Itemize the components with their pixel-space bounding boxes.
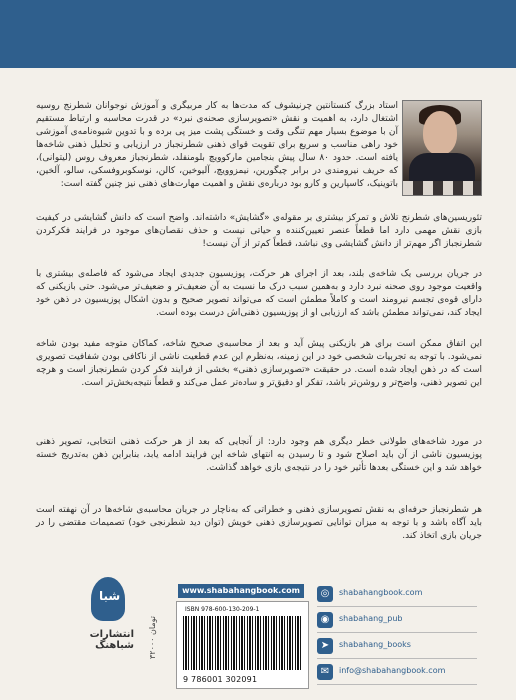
paragraph-1: استاد بزرگ کنستانتین چرنیشوف که مدت‌ها به کار مربیگری و آموزش نوجوانان شطرنج روسیه اشتغال دارد، به اهمیت و نقش «تصویرسازی صحنه‌ی نبرد» در قدرت محاسبه و ارتباط مستقیم آن با موضوع بسیار مهم تنگی وقت و خستگی پشت میز پی برده و با تدوین شیوه‌نامه‌ی آموزشی خود راهی مناسب و سریع برای تقویت قوای ذهنی شطرنجباز در ارزیابی و تحلیل ذهنی شاخه‌ها یافته است. حدود ۸۰ سال پیش بنجامین مارکوویچ بلومنفلد، شطرنجباز معروف روس (لیتوانی)، که حریف نیرومندی در برابر چیگورین، نیمزوویچ، آلیوخین، کالن، نوسکوبروفسکی، سالو، آلخین، باتوینیک، کاسپارین و کارو بود درباره‌ی نقش و اهمیت مهارت‌های ذهنی نیز چنین گفته است: xyxy=(36,101,398,189)
website-url[interactable]: www.shabahangbook.com xyxy=(178,584,304,598)
author-photo xyxy=(402,100,482,196)
face-shape xyxy=(423,111,457,155)
publisher-name: انتشارات شباهنگ xyxy=(89,629,134,651)
publisher-logo-icon xyxy=(91,577,125,621)
social-links xyxy=(317,584,477,688)
isbn-barcode xyxy=(176,601,309,689)
email-text: info@shabahangbook.com xyxy=(339,666,446,675)
paragraph-4: این اتفاق ممکن است برای هر بازیکنی پیش آید و بعد از محاسبه‌ی صحیح شاخه، کماکان متوجه مفید بودن شاخه نمی‌شود. با توجه به تجربیات شخصی خود در این زمینه، به‌نظرم این عدم قطعیت ناشی از ناکافی بودن شفافیت تصویری است که در ذهن ایجاد شده است. در حقیقت «تصویرسازی ذهنی» بخشی از فرایند فکر کردن شطرنجباز است و هرچه این تصویر ذهنی، واضح‌تر و روشن‌تر باشد، تفکر او دقیق‌تر و ساده‌تر عمل می‌کند و قطعاً نتیجه‌بخش‌تر است. xyxy=(36,339,482,388)
paragraph-5: در مورد شاخه‌های طولانی خطر دیگری هم وجود دارد: از آنجایی که بعد از هر حرکت ذهنی انتخابی، تصویر ذهنی پوزیسیون ناشی از آن باید اصلاح شود و تا رسیدن به انتهای شاخه این فرایند ادامه یابد، بنابراین ذهن به‌تدریج خسته خواهد شد و این خستگی بعدها تأثیر خود را در نتیجه‌ی بازی خواهد گذاشت. xyxy=(36,437,482,473)
mail-icon: ✉ xyxy=(317,664,333,680)
barcode-number: 9 786001 302091 xyxy=(183,675,258,684)
paragraph-2: تئوریسین‌های شطرنج تلاش و تمرکز بیشتری بر مقوله‌ی «گشایش» داشته‌اند. واضح است که دانش گشایشی در کیفیت بازی نقش مهمی دارد اما قطعاً عنصر تعیین‌کننده و حیاتی نیست و حذف نقصان‌های موجود در فرایند فکرکردن شطرنجباز اگر مهم‌تر از دانش گشایشی وی نباشد، قطعاً کم‌تر از آن نیست! xyxy=(36,213,482,249)
chessboard-icon xyxy=(403,181,481,195)
publisher-logo-block xyxy=(82,577,134,651)
paragraph-6: هر شطرنجباز حرفه‌ای به نقش تصویرسازی ذهنی و خطراتی که به‌ناچار در جریان محاسبه‌ی شاخه‌ها در آن نهفته است باید آگاه باشد و با توجه به میزان توانایی تصویرسازی ذهنی خویش (توان دید شطرنجی خود) تصمیمات مقتضی را در جریان بازی اتخاذ کند. xyxy=(36,505,482,541)
isbn-text: ISBN 978-600-130-209-1 xyxy=(185,606,260,613)
telegram-text: shabahang_books xyxy=(339,640,411,649)
globe-icon: ◎ xyxy=(317,586,333,602)
social-row-instagram[interactable] xyxy=(317,610,477,633)
social-row-telegram[interactable] xyxy=(317,636,477,659)
instagram-text: shabahang_pub xyxy=(339,614,403,623)
telegram-icon: ➤ xyxy=(317,638,333,654)
instagram-icon: ◉ xyxy=(317,612,333,628)
paragraph-3: در جریان بررسی یک شاخه‌ی بلند، بعد از اجرای هر حرکت، پوزیسیون جدیدی ایجاد می‌شود که فاصله‌ی بیشتری با واقعیت موجود روی صحنه نبرد دارد و به‌همین سبب درک ما نسبت به آن ضعیف‌تر و ضعیف‌تر می‌شود. حتی بازیکنی که دارای قوه‌ی تجسم نیرومند است و کاملاً مطمئن است که می‌تواند تصویر صحیح و بدون اشکال پوزیسیون در ذهن خود ایجاد کند، نمی‌تواند مطمئن باشد که ارزیابی او از پوزیسیون ذهنی‌اش درست بوده است. xyxy=(36,269,482,318)
social-row-email[interactable] xyxy=(317,662,477,685)
website-text: shabahangbook.com xyxy=(339,588,423,597)
barcode-bars xyxy=(183,616,301,670)
price-text: ۳۲۰۰۰ تومان xyxy=(148,616,157,659)
top-band xyxy=(0,0,516,68)
social-row-website[interactable] xyxy=(317,584,477,607)
